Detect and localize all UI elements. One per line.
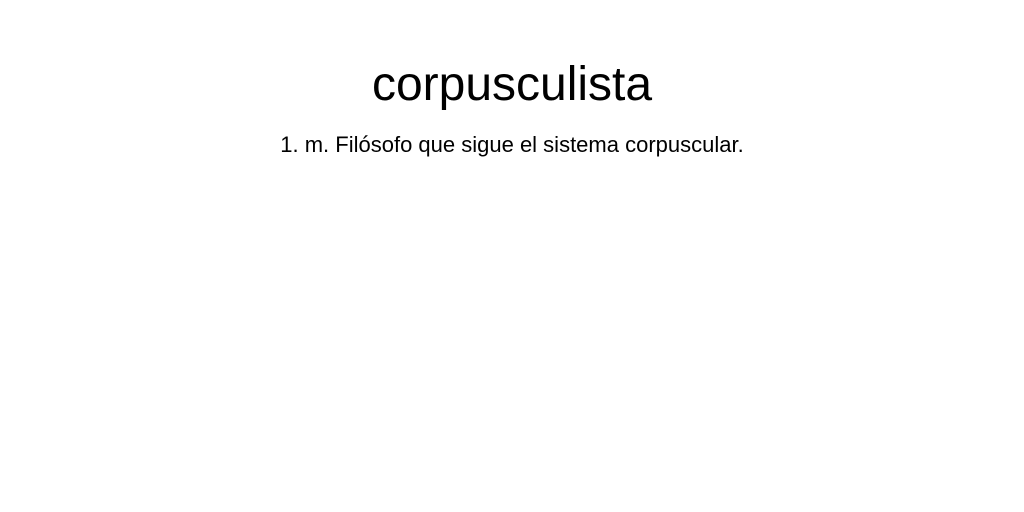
entry-definition: 1. m. Filósofo que sigue el sistema corpuscular. [280, 132, 744, 157]
entry-headword: corpusculista [371, 58, 653, 111]
